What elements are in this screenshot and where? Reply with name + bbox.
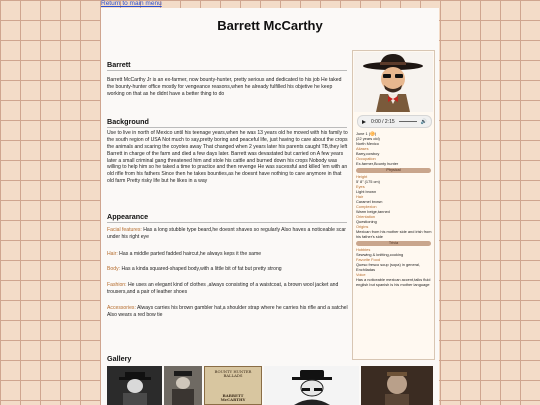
trivia-section-band: Trivia xyxy=(356,241,431,246)
background-heading: Background xyxy=(107,117,149,126)
info-height-label: Height xyxy=(356,174,368,179)
intro-divider xyxy=(107,70,347,71)
info-food-label: Favorite Food xyxy=(356,257,381,262)
info-hair-label: Hair xyxy=(356,194,364,199)
character-infobox xyxy=(352,50,435,360)
appearance-body xyxy=(107,266,349,273)
intro-heading: Barrett xyxy=(107,60,131,69)
fashion-label: Fashion: xyxy=(107,282,127,288)
info-aliases-label: Aliases xyxy=(356,146,369,151)
info-birthday: June 1 (♊) xyxy=(356,131,377,136)
page-title: Barrett McCarthy xyxy=(217,18,323,33)
voice-audio-player[interactable] xyxy=(357,115,432,128)
info-height-value: 5' 8" (175 cm) xyxy=(356,179,380,184)
gallery-heading: Gallery xyxy=(107,354,132,363)
play-icon[interactable] xyxy=(362,120,366,124)
info-birthplace: North Mexico xyxy=(356,141,379,146)
info-eyes-label: Eyes xyxy=(356,184,365,189)
info-hobbies-label: Hobbies xyxy=(356,247,371,252)
body-text: Has a kinda squared-shaped body,with a little bit of fat but pretty strong xyxy=(120,266,282,272)
info-eyes-value: Light brown xyxy=(356,189,377,194)
info-orientation-label: Orientation xyxy=(356,214,376,219)
gallery-image-4[interactable] xyxy=(264,366,359,405)
info-complexion-label: Complexion xyxy=(356,204,377,209)
facial-label: Facial features: xyxy=(107,227,142,233)
appearance-heading: Appearance xyxy=(107,212,149,221)
poster-line-3: BARRETT xyxy=(222,392,244,398)
background-divider xyxy=(107,127,347,128)
fashion-text: He uses an elegant kind of clothes ,always consisting of a waistcoat, a brown wool jacket and trousers,and a pair of leather shoes xyxy=(107,282,339,295)
info-aliases-value: Barry,cowboy xyxy=(356,151,380,156)
character-portrait xyxy=(354,52,433,112)
info-voice-value: Has a noticeable mexican accent,talks fluid english but spanish is his mother language xyxy=(356,277,431,287)
appearance-facial xyxy=(107,227,349,241)
info-occupation-label: Occupation xyxy=(356,156,376,161)
poster-line-2: BALLADS xyxy=(223,373,243,379)
character-page xyxy=(101,8,439,405)
gallery-image-1[interactable] xyxy=(107,366,162,405)
appearance-divider xyxy=(107,222,347,223)
gallery-strip xyxy=(107,366,433,405)
info-occupation-value: Ex-farmer,Bounty hunter xyxy=(356,161,399,166)
info-complexion-value: Warm beige,tanned xyxy=(356,209,390,214)
intro-text: Barrett McCarthy Jr is an ex-farmer, now bounty-hunter, pretty serious and dedicated to his job He taked the bounty-hunter office mostly for vengeance reasons,when he already fulfilled his objetive he keep working on that as he didnt have a better thing to do xyxy=(107,77,342,97)
background-text: Use to live in north of Mexico until his teenage years,when he was 13 years old he moved with his family to the south region of USA Not much to say,pretty boring and peaceful life, just having to care about the crops the animals and scaring the coyotes away That changed when 2 years later his parents caught TB,they left Barrett in charge of the farm and died a few days later. Barrett was devastated but carried on A few years later a small criminal gang threatened him and stole his cattle and burned down his crops Nobody was willing to help him so he taked a time to practice and then revenge He was sucessful and killed 'em with an old rifle from his fathers Since then he takes bounties,as he doesnt have nothing to care anymore in that old farm Pretty risky life but he likes in a way xyxy=(107,130,348,185)
info-age: (22 years old) xyxy=(356,136,380,141)
appearance-accessories xyxy=(107,305,349,319)
audio-seek-bar[interactable] xyxy=(399,121,417,123)
info-origins-label: Origins xyxy=(356,224,369,229)
appearance-hair xyxy=(107,251,349,258)
info-orientation-value: Questioning xyxy=(356,219,377,224)
infobox-details xyxy=(356,131,432,287)
gallery-image-wanted-poster[interactable] xyxy=(204,366,262,405)
gallery-image-2[interactable] xyxy=(164,366,202,405)
hair-label: Hair: xyxy=(107,251,118,257)
accessories-label: Accessories: xyxy=(107,305,136,311)
poster-line-1: BOUNTY HUNTER xyxy=(214,369,252,374)
facial-text: Has a long stubble type beard,he doesnt shaves so regularly Also haves a noticeable scar under his right eye xyxy=(107,227,346,240)
gallery-image-5[interactable] xyxy=(361,366,433,405)
info-hair-value: Caramel brown xyxy=(356,199,383,204)
return-to-main-menu-link[interactable]: Return to main menu xyxy=(101,0,162,7)
appearance-fashion xyxy=(107,282,349,296)
volume-icon[interactable]: 🔊 xyxy=(420,118,427,125)
poster-line-4: McCARTHY xyxy=(220,397,246,403)
audio-time: 0:00 / 2:15 xyxy=(371,118,395,125)
body-label: Body: xyxy=(107,266,121,272)
info-origins-value: Mexican from his mother side and irish from his father's side xyxy=(356,229,432,239)
accessories-text: Always carries his brown gambler hat,a shoulder strap where he carries his rifle and a satchel Also wears a red bow tie xyxy=(107,305,348,318)
info-voice-label: Voice xyxy=(356,272,366,277)
info-hobbies-value: Sewwing & knitting,cooking xyxy=(356,252,404,257)
info-food-value: Queso fresco soup (sopa) in general, Enchiladas xyxy=(356,262,421,272)
hair-text: Has a middle parted fadded haircut,he always keps it the same xyxy=(117,251,262,257)
physical-section-band: Physical xyxy=(356,168,431,173)
